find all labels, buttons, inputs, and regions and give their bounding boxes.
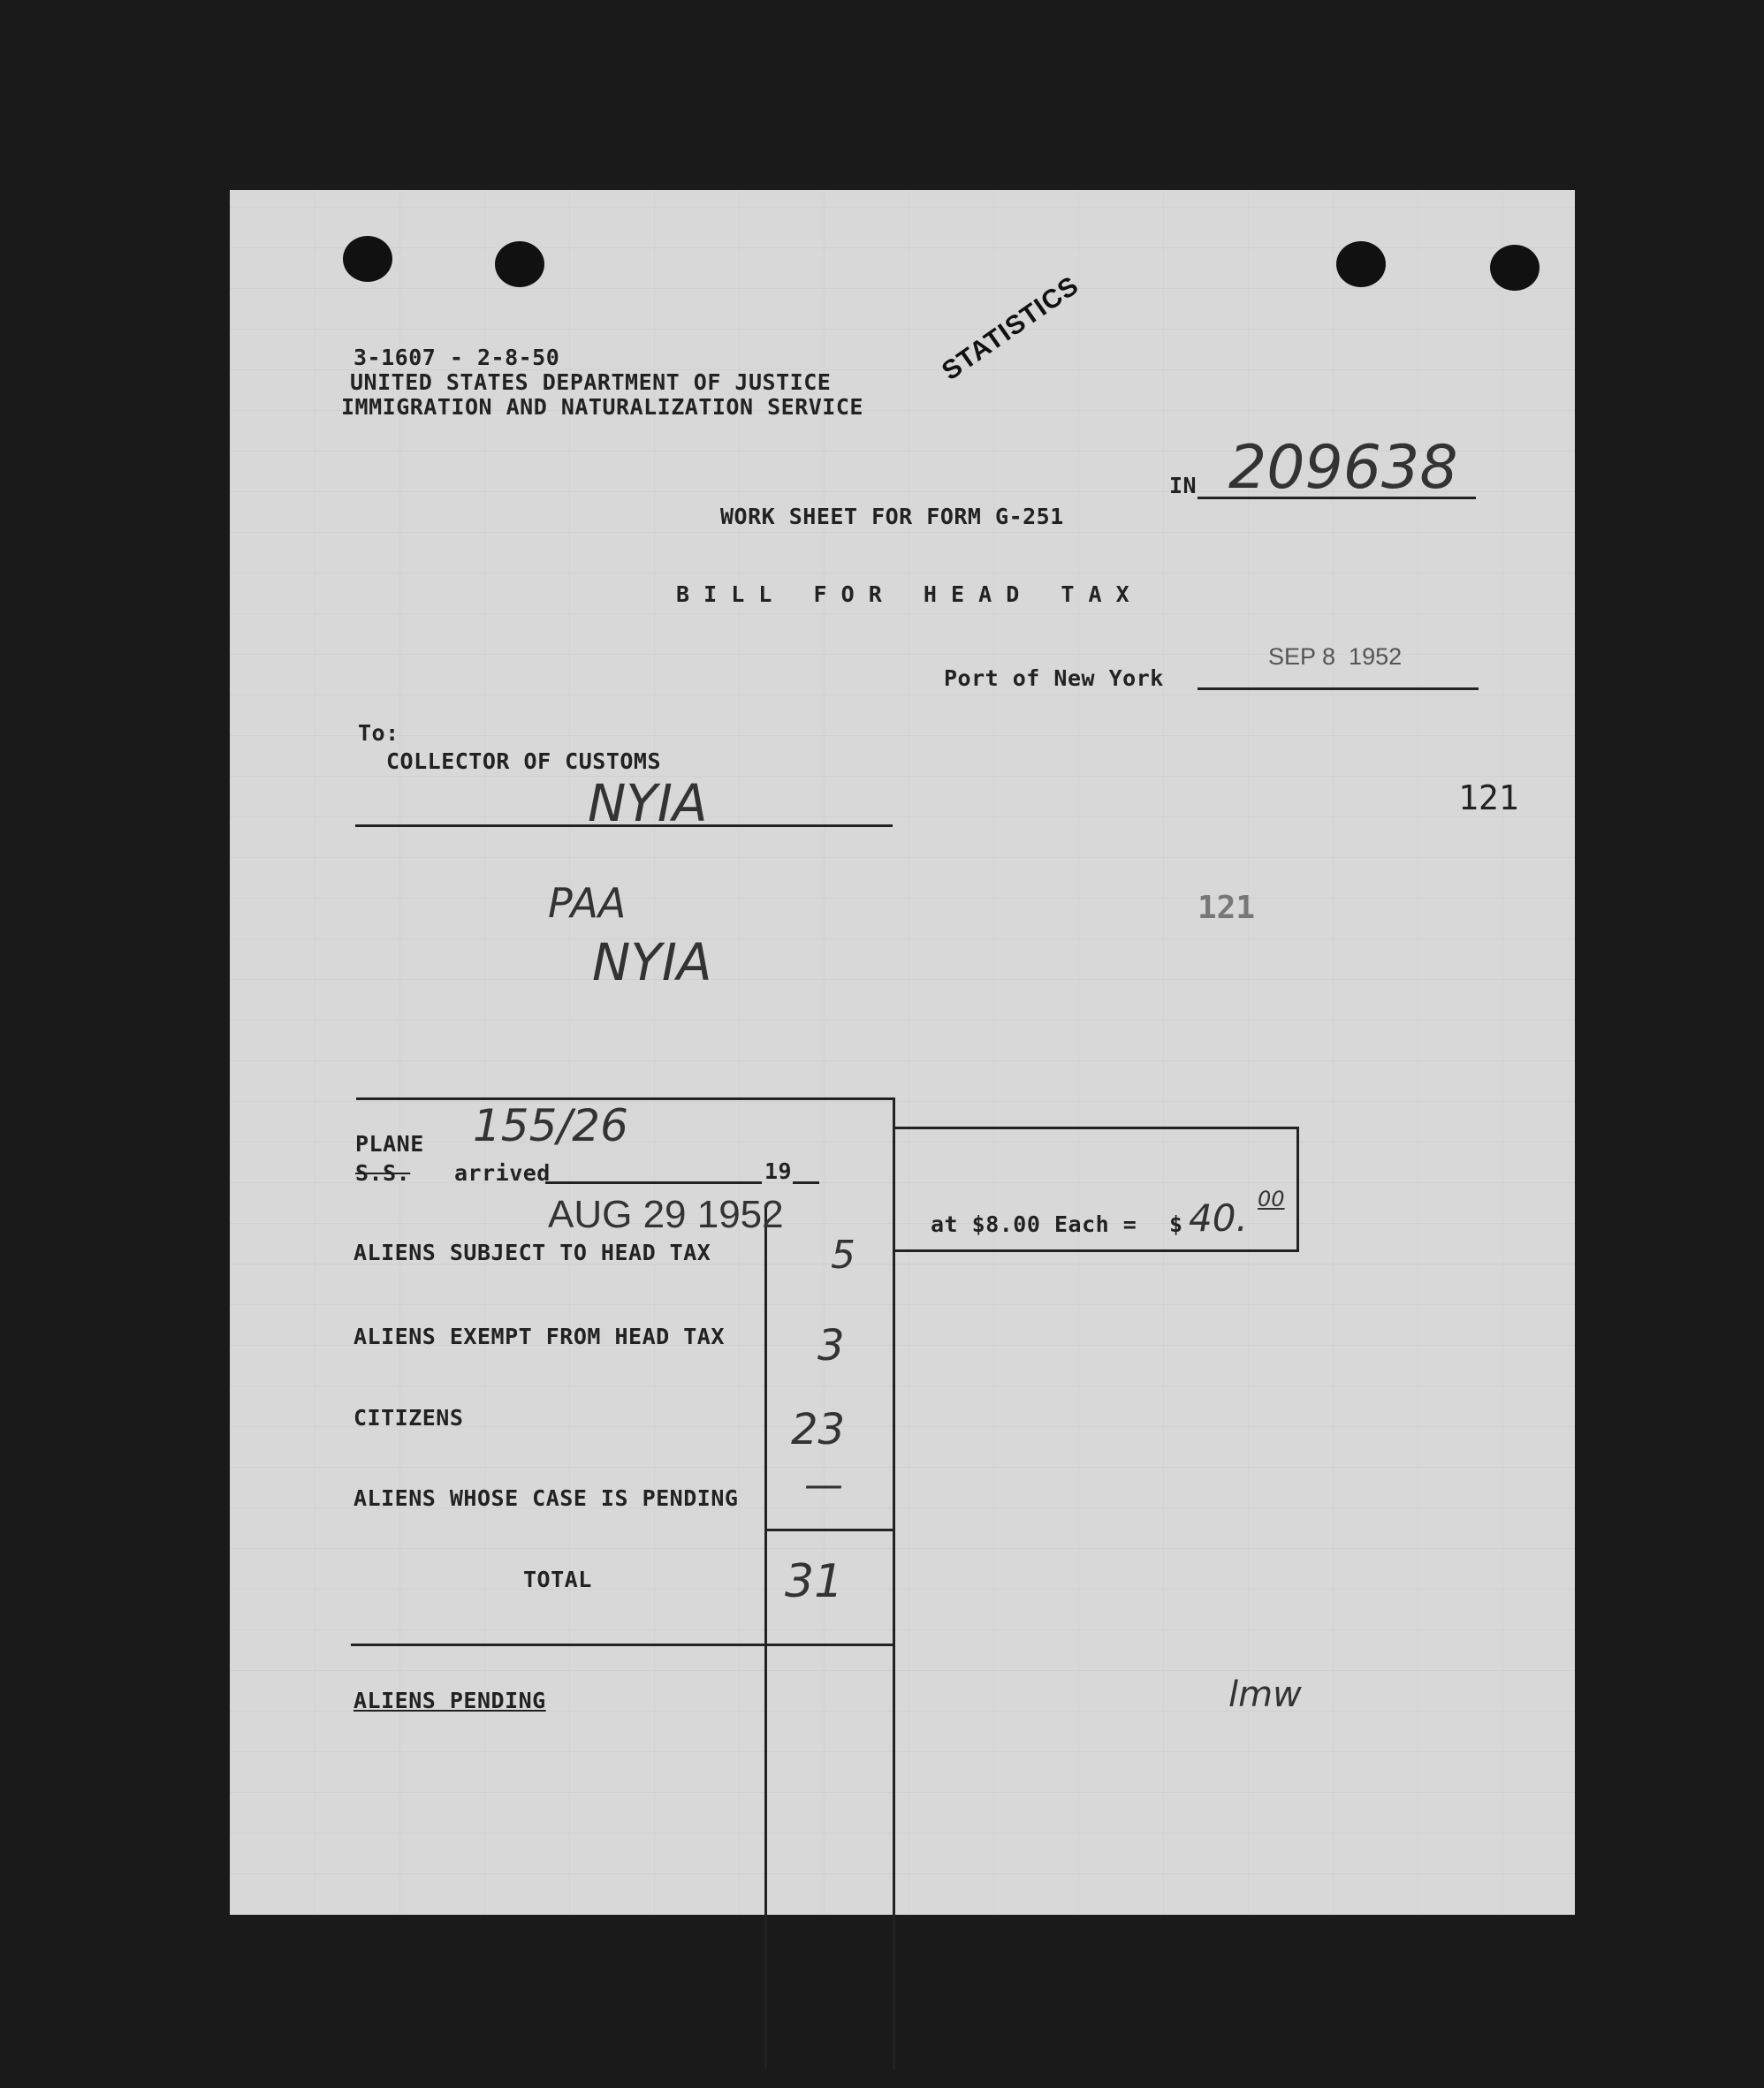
count-stamp: 121 [1198, 890, 1256, 926]
row-label: ALIENS EXEMPT FROM HEAD TAX [354, 1324, 725, 1349]
tax-calculation-box [895, 1127, 1299, 1252]
tax-currency: $ [1169, 1211, 1183, 1237]
service-name: IMMIGRATION AND NATURALIZATION SERVICE [341, 394, 863, 420]
punch-hole [343, 236, 392, 282]
document-page [230, 190, 1575, 1915]
worksheet-title: WORK SHEET FOR FORM G-251 [720, 504, 1064, 529]
row-value: 3 [817, 1321, 845, 1370]
table-bottom-border [351, 1644, 895, 1646]
count-number: 121 [1458, 778, 1519, 817]
record-underline [1198, 497, 1476, 499]
addressee-underline [355, 824, 893, 827]
row-value: 5 [831, 1233, 855, 1278]
total-value: 31 [785, 1555, 844, 1608]
arrival-date-underline [545, 1181, 762, 1184]
year-underline [793, 1181, 819, 1184]
aliens-pending-label: ALIENS PENDING [354, 1688, 546, 1713]
date-underline [1198, 687, 1479, 690]
row-label: ALIENS WHOSE CASE IS PENDING [354, 1485, 739, 1511]
handwritten-airport: NYIA [588, 773, 708, 833]
plane-label: PLANE [355, 1131, 424, 1157]
arrived-label: arrived [454, 1160, 551, 1186]
department-name: UNITED STATES DEPARTMENT OF JUSTICE [350, 369, 832, 395]
record-number: 209638 [1228, 433, 1458, 503]
handwritten-airline: PAA [548, 879, 627, 927]
to-label: To: [358, 720, 399, 746]
tax-amount: 40. [1189, 1196, 1248, 1240]
date-stamp: SEP 8 1952 [1268, 643, 1403, 670]
clerk-initials: lmw [1228, 1674, 1302, 1715]
port-label: Port of New York [944, 665, 1164, 691]
row-value: 23 [791, 1405, 846, 1454]
year-prefix: 19 [764, 1158, 793, 1184]
punch-hole [1336, 241, 1386, 287]
punch-hole [495, 241, 544, 287]
ss-label: S.S. [355, 1160, 411, 1186]
plane-number: 155/26 [473, 1100, 628, 1151]
total-label: TOTAL [523, 1567, 592, 1592]
row-value: — [804, 1462, 843, 1507]
record-prefix: IN [1169, 473, 1198, 498]
form-code: 3-1607 - 2-8-50 [354, 345, 560, 370]
statistics-stamp: STATISTICS [937, 270, 1084, 387]
punch-hole [1490, 245, 1540, 291]
total-divider [764, 1529, 895, 1531]
tax-rate: at $8.00 Each = [931, 1211, 1137, 1237]
addressee: COLLECTOR OF CUSTOMS [386, 748, 662, 774]
arrival-date-stamp: AUG 29 1952 [548, 1193, 784, 1236]
tax-cents: 00 [1258, 1187, 1285, 1211]
bill-title: B I L L F O R H E A D T A X [676, 581, 1130, 607]
row-label: CITIZENS [354, 1405, 464, 1431]
row-label: ALIENS SUBJECT TO HEAD TAX [354, 1240, 711, 1265]
value-column-divider [764, 1206, 767, 2068]
handwritten-airport-2: NYIA [592, 932, 712, 992]
